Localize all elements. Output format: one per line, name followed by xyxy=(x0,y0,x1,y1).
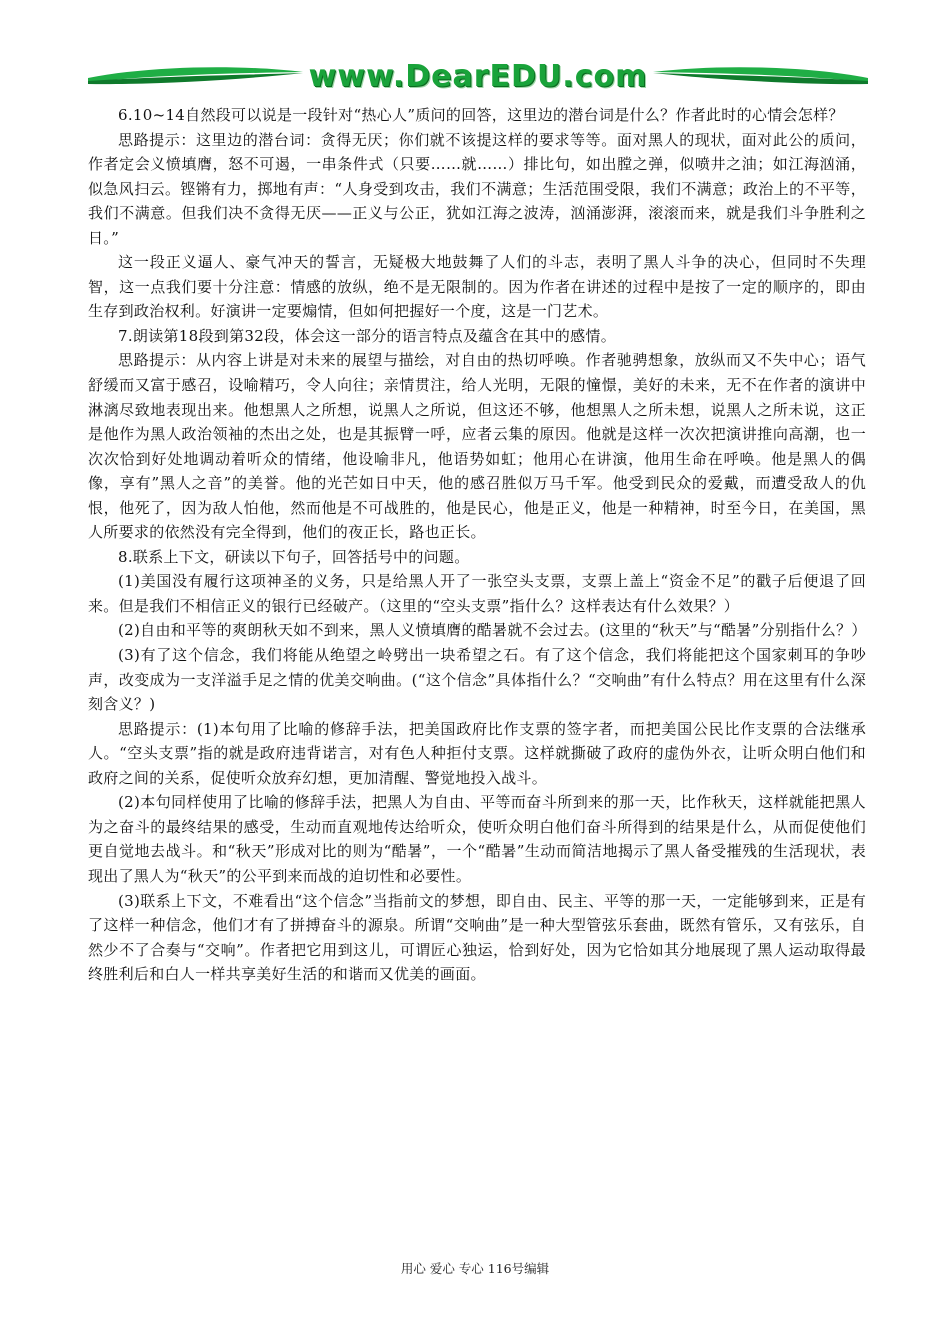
hint-6: 思路提示：这里边的潜台词：贪得无厌；你们就不该提这样的要求等等。面对黑人的现状，面对此公的质问，作者定会义愤填膺，怒不可遏，一串条件式（只要……就……）排比句，如出膛之弹，似喷井之油；如江海汹涌，似急风扫云。铿锵有力，掷地有声：“人身受到攻击，我们不满意；生活范围受限，我们不满意；政治上的不平等，我们不满意。但我们决不贪得无厌——正义与公正，犹如江海之波涛，汹涌澎湃，滚滚而来，就是我们斗争胜利之日。” xyxy=(88,130,866,247)
question-8-sentence-1: (1)美国没有履行这项神圣的义务，只是给黑人开了一张空头支票，支票上盖上“资金不足”的戳子后便退了回来。但是我们不相信正义的银行已经破产。（这里的“空头支票”指什么？这样表达有什么效果？） xyxy=(88,572,866,615)
page-footer: 用心 爱心 专心 116号编辑 xyxy=(400,1261,550,1276)
question-8: 8.联系上下文，研读以下句子，回答括号中的问题。 xyxy=(118,547,470,566)
hint-6-continued: 这一段正义逼人、豪气冲天的誓言，无疑极大地鼓舞了人们的斗志，表明了黑人斗争的决心，但同时不失理智，这一点我们要十分注意：情感的放纵，绝不是无限制的。因为作者在讲述的过程中是按了一定的顺序的，即由生存到政治权利。好演讲一定要煽情，但如何把握好一个度，这是一门艺术。 xyxy=(88,253,866,321)
question-7: 7.朗读第18段到第32段，体会这一部分的语言特点及蕴含在其中的感情。 xyxy=(118,326,616,345)
hint-8-answer-1: 思路提示：(1)本句用了比喻的修辞手法，把美国政府比作支票的签字者，而把美国公民比作支票的合法继承人。“空头支票”指的就是政府违背诺言，对有色人种拒付支票。这样就撕破了政府的虚伪外衣，让听众明白他们和政府之间的关系，促使听众放弃幻想，更加清醒、警觉地投入战斗。 xyxy=(88,719,866,787)
hint-7: 思路提示：从内容上讲是对未来的展望与描绘，对自由的热切呼唤。作者驰骋想象，放纵而又不失中心；语气舒缓而又富于感召，设喻精巧，令人向往；亲情贯注，给人光明，无限的憧憬，美好的未来，无不在作者的演讲中淋漓尽致地表现出来。他想黑人之所想，说黑人之所说，但这还不够，他想黑人之所未想，说黑人之所未说，这正是他作为黑人政治领袖的杰出之处，也是其振臂一呼，应者云集的原因。他就是这样一次次把演讲推向高潮，也一次次恰到好处地调动着听众的情绪，他设喻非凡，他语势如虹；他用心在讲演，他用生命在呼唤。他是黑人的偶像，享有”黑人之音”的美誉。他的光芒如日中天，他的感召胜似万马千军。他受到民众的爱戴，而遭受敌人的仇恨，他死了，因为敌人怕他，然而他是不可战胜的，他是民心，他是正义，他是一种精神，时至今日，在美国，黑人所要求的依然没有完全得到，他们的夜正长，路也正长。 xyxy=(88,351,866,542)
hint-8-answer-3: (3)联系上下文，不难看出“这个信念”当指前文的梦想，即自由、民主、平等的那一天，一定能够到来，正是有了这样一种信念，他们才有了拼搏奋斗的源泉。所谓“交响曲”是一种大型管弦乐套曲，既然有管乐，又有弦乐，自然少不了合奏与“交响”。作者把它用到这儿，可谓匠心独运，恰到好处，因为它恰如其分地展现了黑人运动取得最终胜利后和白人一样共享美好生活的和谐而又优美的画面。 xyxy=(88,891,866,984)
question-8-sentence-3: (3)有了这个信念，我们将能从绝望之岭劈出一块希望之石。有了这个信念，我们将能把这个国家刺耳的争吵声，改变成为一支洋溢手足之情的优美交响曲。(“这个信念”具体指什么？“交响曲”有什么特点？用在这里有什么深刻含义？) xyxy=(88,646,866,714)
site-header-banner xyxy=(88,58,868,98)
hint-8-answer-2: (2)本句同样使用了比喻的修辞手法，把黑人为自由、平等而奋斗所到来的那一天，比作秋天，这样就能把黑人为之奋斗的最终结果的感受，生动而直观地传达给听众，使听众明白他们奋斗所得到的结果是什么，从而促使他们更自觉地去战斗。和“秋天”形成对比的则为“酷暑”，一个“酷暑”生动而简洁地揭示了黑人备受摧残的生活现状，表现出了黑人为“秋天”的公平到来而战的迫切性和必要性。 xyxy=(88,793,866,885)
question-6: 6.10~14自然段可以说是一段针对“热心人”质问的回答，这里边的潜台词是什么？作者此时的心情会怎样？ xyxy=(118,106,844,124)
question-8-sentence-2: (2)自由和平等的爽朗秋天如不到来，黑人义愤填膺的酷暑就不会过去。(这里的“秋天”与“酷暑”分别指什么？） xyxy=(118,621,867,640)
document-body xyxy=(88,103,866,987)
site-logo-text: www.DearEDU.com xyxy=(308,59,648,94)
